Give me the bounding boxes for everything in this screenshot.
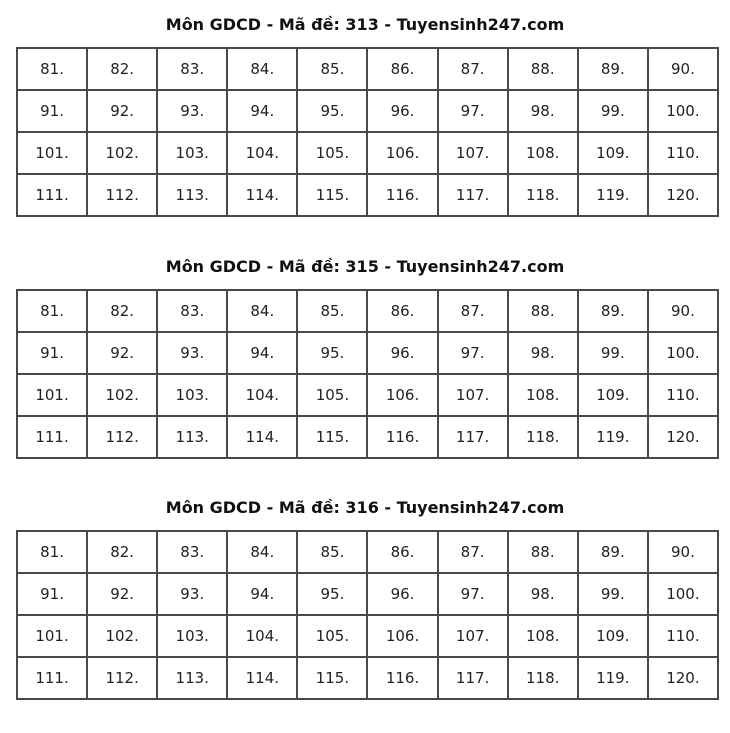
table-row xyxy=(17,657,718,699)
question-number-cell: 114. xyxy=(227,416,297,458)
question-number-cell: 119. xyxy=(578,174,648,216)
table-row xyxy=(17,174,718,216)
question-number-cell: 88. xyxy=(508,48,578,90)
question-number-cell: 115. xyxy=(297,416,367,458)
question-number-cell: 88. xyxy=(508,290,578,332)
question-number-cell: 111. xyxy=(17,174,87,216)
question-number-cell: 113. xyxy=(157,657,227,699)
question-number-cell: 107. xyxy=(438,615,508,657)
question-number-cell: 90. xyxy=(648,531,718,573)
question-number-cell: 120. xyxy=(648,657,718,699)
question-number-cell: 109. xyxy=(578,615,648,657)
question-number-cell: 99. xyxy=(578,332,648,374)
question-number-cell: 107. xyxy=(438,374,508,416)
section-title: Môn GDCD - Mã đề: 315 - Tuyensinh247.com xyxy=(165,257,565,276)
question-number-cell: 109. xyxy=(578,374,648,416)
question-number-cell: 104. xyxy=(227,132,297,174)
question-number-cell: 120. xyxy=(648,416,718,458)
question-number-cell: 97. xyxy=(438,90,508,132)
question-number-cell: 93. xyxy=(157,332,227,374)
question-number-cell: 119. xyxy=(578,657,648,699)
question-number-cell: 99. xyxy=(578,573,648,615)
question-number-cell: 96. xyxy=(367,573,437,615)
question-number-cell: 98. xyxy=(508,332,578,374)
question-number-cell: 101. xyxy=(17,374,87,416)
question-number-cell: 105. xyxy=(297,374,367,416)
question-number-cell: 103. xyxy=(157,132,227,174)
question-number-cell: 91. xyxy=(17,90,87,132)
question-number-cell: 93. xyxy=(157,573,227,615)
question-number-cell: 83. xyxy=(157,290,227,332)
question-number-cell: 116. xyxy=(367,657,437,699)
question-number-cell: 117. xyxy=(438,657,508,699)
question-number-cell: 95. xyxy=(297,573,367,615)
table-row xyxy=(17,416,718,458)
question-number-cell: 110. xyxy=(648,615,718,657)
question-number-cell: 112. xyxy=(87,657,157,699)
answer-table xyxy=(16,530,719,700)
question-number-cell: 116. xyxy=(367,416,437,458)
question-number-cell: 95. xyxy=(297,90,367,132)
question-number-cell: 102. xyxy=(87,615,157,657)
question-number-cell: 115. xyxy=(297,657,367,699)
question-number-cell: 81. xyxy=(17,48,87,90)
question-number-cell: 100. xyxy=(648,90,718,132)
question-number-cell: 105. xyxy=(297,615,367,657)
question-number-cell: 91. xyxy=(17,332,87,374)
question-number-cell: 87. xyxy=(438,48,508,90)
question-number-cell: 112. xyxy=(87,416,157,458)
section-title: Môn GDCD - Mã đề: 313 - Tuyensinh247.com xyxy=(165,15,565,34)
question-number-cell: 113. xyxy=(157,416,227,458)
question-number-cell: 103. xyxy=(157,615,227,657)
question-number-cell: 119. xyxy=(578,416,648,458)
question-number-cell: 112. xyxy=(87,174,157,216)
question-number-cell: 102. xyxy=(87,132,157,174)
question-number-cell: 99. xyxy=(578,90,648,132)
question-number-cell: 103. xyxy=(157,374,227,416)
question-number-cell: 84. xyxy=(227,290,297,332)
question-number-cell: 109. xyxy=(578,132,648,174)
question-number-cell: 104. xyxy=(227,615,297,657)
question-number-cell: 98. xyxy=(508,573,578,615)
question-number-cell: 87. xyxy=(438,290,508,332)
question-number-cell: 111. xyxy=(17,416,87,458)
table-row xyxy=(17,132,718,174)
question-number-cell: 101. xyxy=(17,132,87,174)
question-number-cell: 84. xyxy=(227,48,297,90)
question-number-cell: 105. xyxy=(297,132,367,174)
question-number-cell: 97. xyxy=(438,332,508,374)
question-number-cell: 101. xyxy=(17,615,87,657)
question-number-cell: 106. xyxy=(367,374,437,416)
question-number-cell: 86. xyxy=(367,531,437,573)
question-number-cell: 117. xyxy=(438,174,508,216)
question-number-cell: 94. xyxy=(227,573,297,615)
question-number-cell: 106. xyxy=(367,132,437,174)
question-number-cell: 92. xyxy=(87,90,157,132)
table-row xyxy=(17,573,718,615)
question-number-cell: 108. xyxy=(508,132,578,174)
table-row xyxy=(17,332,718,374)
question-number-cell: 81. xyxy=(17,290,87,332)
question-number-cell: 114. xyxy=(227,657,297,699)
table-row xyxy=(17,290,718,332)
question-number-cell: 87. xyxy=(438,531,508,573)
question-number-cell: 111. xyxy=(17,657,87,699)
question-number-cell: 100. xyxy=(648,332,718,374)
question-number-cell: 117. xyxy=(438,416,508,458)
question-number-cell: 82. xyxy=(87,290,157,332)
question-number-cell: 108. xyxy=(508,374,578,416)
question-number-cell: 89. xyxy=(578,48,648,90)
question-number-cell: 115. xyxy=(297,174,367,216)
table-row xyxy=(17,374,718,416)
question-number-cell: 88. xyxy=(508,531,578,573)
question-number-cell: 90. xyxy=(648,290,718,332)
table-row xyxy=(17,531,718,573)
question-number-cell: 96. xyxy=(367,332,437,374)
question-number-cell: 85. xyxy=(297,531,367,573)
question-number-cell: 102. xyxy=(87,374,157,416)
question-number-cell: 90. xyxy=(648,48,718,90)
section-title: Môn GDCD - Mã đề: 316 - Tuyensinh247.com xyxy=(165,498,565,517)
table-row xyxy=(17,48,718,90)
question-number-cell: 120. xyxy=(648,174,718,216)
question-number-cell: 114. xyxy=(227,174,297,216)
question-number-cell: 118. xyxy=(508,657,578,699)
question-number-cell: 96. xyxy=(367,90,437,132)
question-number-cell: 108. xyxy=(508,615,578,657)
question-number-cell: 94. xyxy=(227,332,297,374)
table-row xyxy=(17,615,718,657)
question-number-cell: 95. xyxy=(297,332,367,374)
question-number-cell: 118. xyxy=(508,416,578,458)
table-row xyxy=(17,90,718,132)
answer-table xyxy=(16,47,719,217)
question-number-cell: 91. xyxy=(17,573,87,615)
question-number-cell: 94. xyxy=(227,90,297,132)
question-number-cell: 104. xyxy=(227,374,297,416)
question-number-cell: 110. xyxy=(648,132,718,174)
question-number-cell: 82. xyxy=(87,531,157,573)
question-number-cell: 85. xyxy=(297,48,367,90)
question-number-cell: 118. xyxy=(508,174,578,216)
question-number-cell: 107. xyxy=(438,132,508,174)
question-number-cell: 92. xyxy=(87,573,157,615)
question-number-cell: 98. xyxy=(508,90,578,132)
question-number-cell: 85. xyxy=(297,290,367,332)
question-number-cell: 84. xyxy=(227,531,297,573)
question-number-cell: 81. xyxy=(17,531,87,573)
question-number-cell: 89. xyxy=(578,290,648,332)
question-number-cell: 93. xyxy=(157,90,227,132)
question-number-cell: 86. xyxy=(367,48,437,90)
question-number-cell: 86. xyxy=(367,290,437,332)
question-number-cell: 113. xyxy=(157,174,227,216)
question-number-cell: 83. xyxy=(157,531,227,573)
question-number-cell: 110. xyxy=(648,374,718,416)
question-number-cell: 106. xyxy=(367,615,437,657)
question-number-cell: 82. xyxy=(87,48,157,90)
question-number-cell: 92. xyxy=(87,332,157,374)
question-number-cell: 116. xyxy=(367,174,437,216)
answer-table xyxy=(16,289,719,459)
question-number-cell: 89. xyxy=(578,531,648,573)
question-number-cell: 100. xyxy=(648,573,718,615)
question-number-cell: 83. xyxy=(157,48,227,90)
question-number-cell: 97. xyxy=(438,573,508,615)
